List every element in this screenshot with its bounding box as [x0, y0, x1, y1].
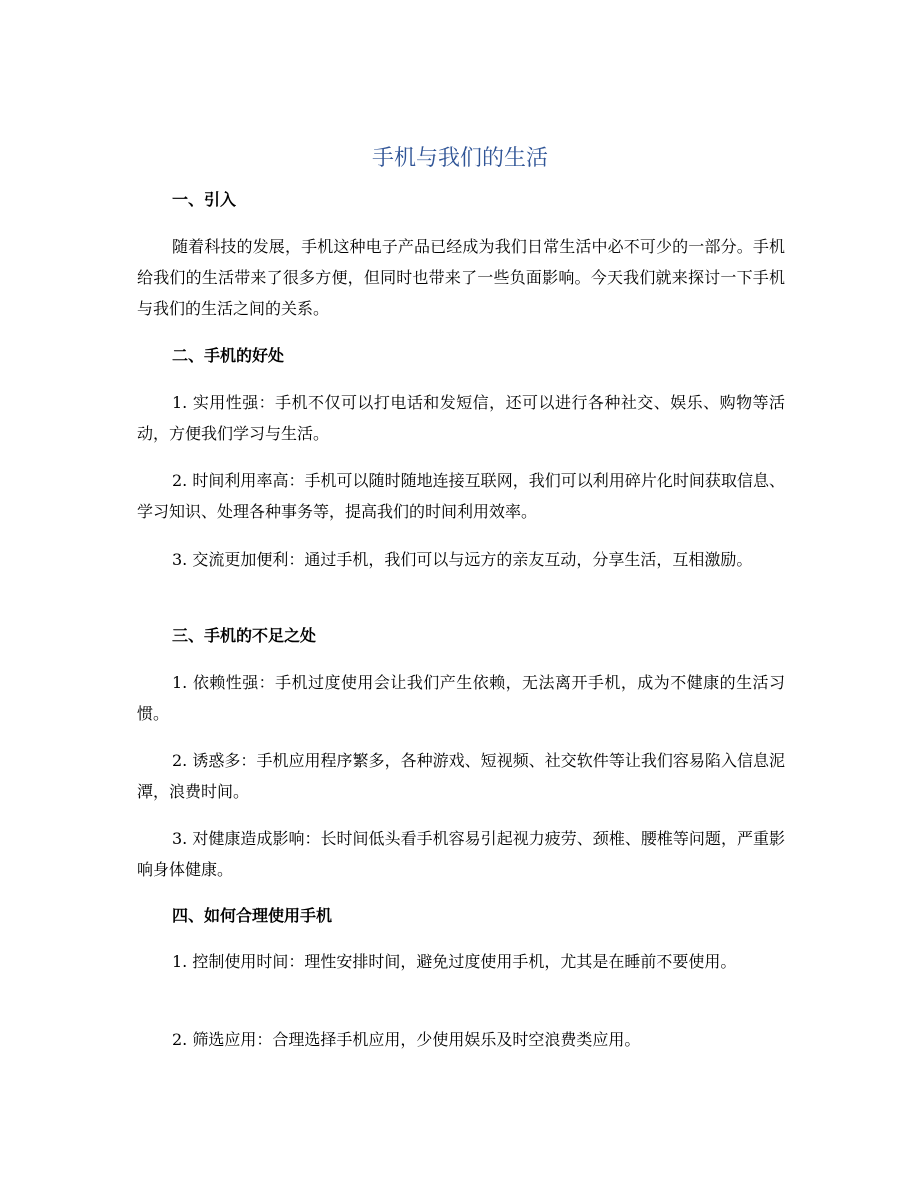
usage-item-1: 1. 控制使用时间：理性安排时间，避免过度使用手机，尤其是在睡前不要使用。	[172, 952, 737, 971]
benefit-item-3: 3. 交流更加便利：通过手机，我们可以与远方的亲友互动，分享生活，互相激励。	[172, 550, 753, 569]
section-heading-intro: 一、引入	[172, 190, 237, 209]
benefit-item-2: 2. 时间利用率高：手机可以随时随地连接互联网，我们可以利用碎片化时间获取信息、学习知识、处理各种事务等，提高我们的时间利用效率。	[137, 471, 785, 521]
section-heading-drawbacks: 三、手机的不足之处	[172, 626, 317, 645]
benefit-item-1: 1. 实用性强：手机不仅可以打电话和发短信，还可以进行各种社交、娱乐、购物等活动，方便我们学习与生活。	[137, 393, 785, 443]
section-heading-benefits: 二、手机的好处	[172, 346, 285, 365]
section-heading-usage: 四、如何合理使用手机	[172, 906, 333, 925]
drawback-item-2: 2. 诱惑多：手机应用程序繁多，各种游戏、短视频、社交软件等让我们容易陷入信息泥潭，浪费时间。	[137, 751, 785, 801]
drawback-item-1: 1. 依赖性强：手机过度使用会让我们产生依赖，无法离开手机，成为不健康的生活习惯。	[137, 673, 785, 723]
usage-item-2: 2. 筛选应用：合理选择手机应用，少使用娱乐及时空浪费类应用。	[172, 1030, 641, 1049]
intro-paragraph: 随着科技的发展，手机这种电子产品已经成为我们日常生活中必不可少的一部分。手机给我们的生活带来了很多方便，但同时也带来了一些负面影响。今天我们就来探讨一下手机与我们的生活之间的关系。	[137, 237, 785, 318]
drawback-item-3: 3. 对健康造成影响：长时间低头看手机容易引起视力疲劳、颈椎、腰椎等问题，严重影响身体健康。	[137, 829, 785, 879]
document-title: 手机与我们的生活	[371, 146, 548, 171]
